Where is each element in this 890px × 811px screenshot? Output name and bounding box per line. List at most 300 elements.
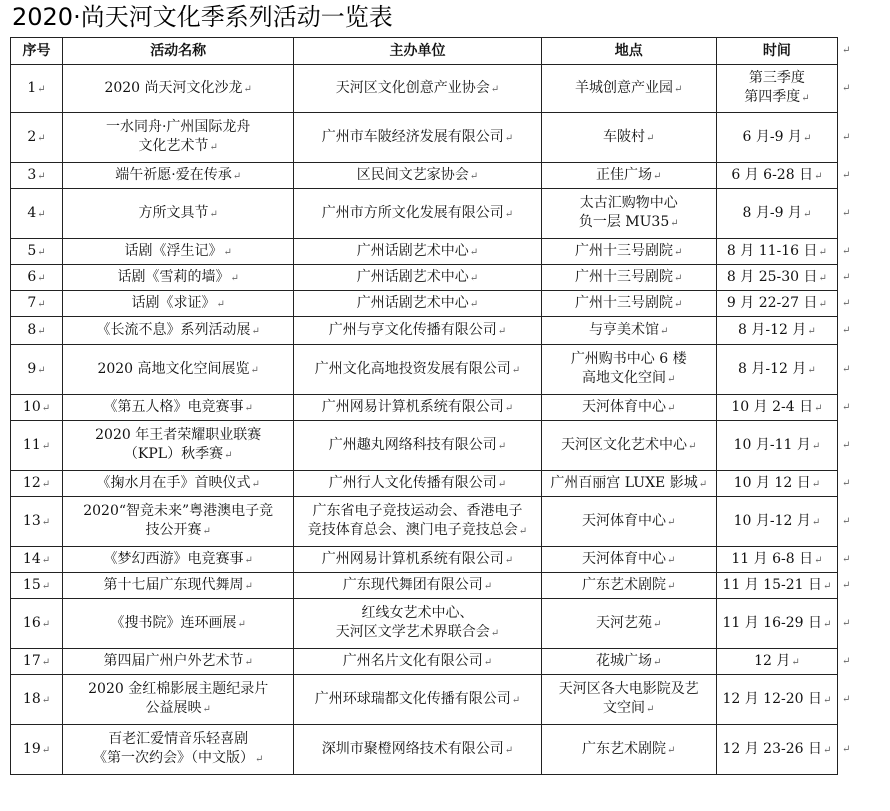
cell-location xyxy=(541,265,716,291)
row-end-mark: ↵ xyxy=(842,743,851,755)
cell-text: 14 xyxy=(22,550,41,567)
cell-text: 11 月 6-8 日 xyxy=(731,550,814,567)
paragraph-mark: ↵ xyxy=(807,325,816,337)
paragraph-mark: ↵ xyxy=(469,298,479,310)
row-end-mark: ↵ xyxy=(842,363,851,375)
cell-index xyxy=(11,345,63,395)
paragraph-mark: ↵ xyxy=(469,246,479,258)
paragraph-mark: ↵ xyxy=(37,208,46,220)
cell-text: 2020 尚天河文化沙龙 xyxy=(104,79,243,96)
cell-text: 6 月-9 月 xyxy=(742,128,802,145)
cell-text: 2020“智竞未来”粤港澳电子竞 技公开赛 xyxy=(83,503,274,538)
paragraph-mark: ↵ xyxy=(483,656,493,668)
cell-activity-name xyxy=(63,113,294,163)
row-end-mark: ↵ xyxy=(842,617,851,629)
paragraph-mark: ↵ xyxy=(497,478,507,490)
paragraph-mark: ↵ xyxy=(255,754,264,765)
cell-organizer xyxy=(294,675,541,725)
row-end-mark: ↵ xyxy=(842,324,851,336)
header-index: 序号 xyxy=(11,38,63,65)
cell-text: 8 月 11-16 日 xyxy=(726,242,818,259)
cell-time xyxy=(716,395,837,421)
paragraph-mark: ↵ xyxy=(660,325,669,337)
cell-text: 方所文具节 xyxy=(138,204,209,221)
cell-time xyxy=(716,675,837,725)
cell-location xyxy=(541,547,716,573)
paragraph-mark: ↵ xyxy=(504,208,514,220)
paragraph-mark: ↵ xyxy=(822,580,832,592)
table-row xyxy=(11,345,838,395)
cell-text: 广州百丽宫 LUXE 影城 xyxy=(550,474,698,491)
paragraph-mark: ↵ xyxy=(490,628,500,639)
cell-text: 8 xyxy=(27,321,37,338)
cell-organizer xyxy=(294,265,541,291)
cell-text: 8 月-9 月 xyxy=(742,204,802,221)
cell-time xyxy=(716,497,837,547)
row-end-mark: ↵ xyxy=(842,553,851,565)
cell-text: 2 xyxy=(27,128,37,145)
cell-location xyxy=(541,395,716,421)
paragraph-mark: ↵ xyxy=(37,364,46,376)
row-end-mark: ↵ xyxy=(842,297,851,309)
cell-text: 9 xyxy=(27,360,37,377)
cell-activity-name xyxy=(63,317,294,345)
cell-text: 1 xyxy=(27,79,37,96)
cell-text: 广州话剧艺术中心 xyxy=(356,268,469,285)
paragraph-mark: ↵ xyxy=(811,516,821,528)
paragraph-mark: ↵ xyxy=(504,554,514,566)
paragraph-mark: ↵ xyxy=(518,526,528,537)
cell-organizer xyxy=(294,725,541,775)
cell-time xyxy=(716,113,837,163)
table-row xyxy=(11,573,838,599)
cell-organizer xyxy=(294,599,541,649)
cell-time xyxy=(716,291,837,317)
cell-location xyxy=(541,497,716,547)
paragraph-mark: ↵ xyxy=(674,83,683,95)
cell-index xyxy=(11,317,63,345)
paragraph-mark: ↵ xyxy=(807,364,816,376)
cell-text: 羊城创意产业园 xyxy=(575,79,674,96)
paragraph-mark: ↵ xyxy=(37,325,46,337)
cell-location xyxy=(541,573,716,599)
cell-text: 广东艺术剧院 xyxy=(582,740,667,757)
cell-text: 广州市方所文化发展有限公司 xyxy=(321,204,504,221)
cell-text: 10 月 12 日 xyxy=(733,474,811,491)
paragraph-mark: ↵ xyxy=(818,272,827,284)
paragraph-mark: ↵ xyxy=(251,478,260,490)
cell-organizer xyxy=(294,291,541,317)
cell-text: 广州话剧艺术中心 xyxy=(356,294,469,311)
paragraph-mark: ↵ xyxy=(504,132,514,144)
table-row xyxy=(11,189,838,239)
cell-index xyxy=(11,471,63,497)
cell-location xyxy=(541,189,716,239)
cell-activity-name xyxy=(63,345,294,395)
paragraph-mark: ↵ xyxy=(37,298,46,310)
cell-text: 5 xyxy=(27,242,37,259)
table-row xyxy=(11,265,838,291)
table-row xyxy=(11,239,838,265)
cell-text: 第三季度 第四季度 xyxy=(744,70,805,105)
paragraph-mark: ↵ xyxy=(483,580,493,592)
cell-text: 13 xyxy=(22,512,41,529)
cell-activity-name xyxy=(63,675,294,725)
cell-text: 10 月-11 月 xyxy=(733,436,811,453)
cell-location xyxy=(541,649,716,675)
header-location: 地点 xyxy=(541,38,716,65)
cell-text: 4 xyxy=(27,204,37,221)
cell-activity-name xyxy=(63,599,294,649)
cell-activity-name xyxy=(63,239,294,265)
paragraph-mark: ↵ xyxy=(243,83,252,95)
cell-text: 广东现代舞团有限公司 xyxy=(342,576,483,593)
cell-text: 10 xyxy=(22,398,41,415)
cell-text: 7 xyxy=(27,294,37,311)
paragraph-mark: ↵ xyxy=(37,132,46,144)
cell-text: 17 xyxy=(22,652,41,669)
paragraph-mark: ↵ xyxy=(41,618,51,630)
paragraph-mark: ↵ xyxy=(37,83,46,95)
cell-text: 2020 高地文化空间展览 xyxy=(97,360,250,377)
cell-index xyxy=(11,239,63,265)
paragraph-mark: ↵ xyxy=(41,744,51,756)
cell-organizer xyxy=(294,497,541,547)
cell-index xyxy=(11,163,63,189)
cell-location xyxy=(541,675,716,725)
paragraph-mark: ↵ xyxy=(791,656,800,668)
cell-text: 话剧《雪莉的墙》 xyxy=(117,268,230,285)
cell-text: 《搜书院》连环画展 xyxy=(110,614,237,631)
row-end-mark: ↵ xyxy=(842,169,851,181)
row-end-mark: ↵ xyxy=(842,693,851,705)
paragraph-mark: ↵ xyxy=(802,132,812,144)
row-end-mark: ↵ xyxy=(842,245,851,257)
row-end-mark: ↵ xyxy=(842,515,851,527)
cell-text: 端午祈愿·爱在传承 xyxy=(115,166,232,183)
cell-text: 天河区文化创意产业协会 xyxy=(335,79,490,96)
row-end-mark: ↵ xyxy=(842,579,851,591)
paragraph-mark: ↵ xyxy=(814,402,823,414)
cell-text: 6 xyxy=(27,268,37,285)
paragraph-mark: ↵ xyxy=(41,440,51,452)
paragraph-mark: ↵ xyxy=(37,170,46,182)
cell-text: 正佳广场 xyxy=(596,166,653,183)
cell-activity-name xyxy=(63,573,294,599)
cell-index xyxy=(11,65,63,113)
table-row xyxy=(11,65,838,113)
cell-location xyxy=(541,471,716,497)
cell-text: 第十七届广东现代舞周 xyxy=(103,576,244,593)
cell-text: 广州十三号剧院 xyxy=(575,294,674,311)
cell-text: 广州网易计算机系统有限公司 xyxy=(321,398,504,415)
row-end-mark: ↵ xyxy=(842,655,851,667)
paragraph-mark: ↵ xyxy=(41,656,51,668)
cell-text: 8 月 25-30 日 xyxy=(726,268,818,285)
cell-organizer xyxy=(294,189,541,239)
cell-text: 广州话剧艺术中心 xyxy=(356,242,469,259)
cell-text: 《长流不息》系列活动展 xyxy=(96,321,251,338)
paragraph-mark: ↵ xyxy=(216,298,225,310)
paragraph-mark: ↵ xyxy=(674,272,683,284)
paragraph-mark: ↵ xyxy=(822,744,832,756)
cell-index xyxy=(11,265,63,291)
cell-activity-name xyxy=(63,421,294,471)
cell-text: 广州与亨文化传播有限公司 xyxy=(328,321,497,338)
cell-activity-name xyxy=(63,395,294,421)
paragraph-mark: ↵ xyxy=(504,744,514,756)
table-row xyxy=(11,291,838,317)
document-title: 2020·尚天河文化季系列活动一览表 xyxy=(12,3,393,31)
cell-text: 百老汇爱情音乐轻喜剧 《第一次约会》（中文版） xyxy=(93,731,254,766)
cell-text: 广州十三号剧院 xyxy=(575,242,674,259)
cell-text: 2020 金红棉影展主题纪录片 公益展映 xyxy=(88,681,269,716)
paragraph-mark: ↵ xyxy=(674,298,683,310)
cell-text: 一水同舟·广州国际龙舟 文化艺术节 xyxy=(105,119,251,154)
row-end-mark: ↵ xyxy=(842,477,851,489)
paragraph-mark: ↵ xyxy=(511,694,521,706)
cell-text: 广州十三号剧院 xyxy=(575,268,674,285)
cell-organizer xyxy=(294,649,541,675)
cell-index xyxy=(11,649,63,675)
cell-activity-name xyxy=(63,547,294,573)
table-row xyxy=(11,395,838,421)
cell-activity-name xyxy=(63,497,294,547)
cell-text: 天河区各大电影院及艺 文空间 xyxy=(558,681,699,716)
cell-time xyxy=(716,163,837,189)
cell-text: 12 xyxy=(22,474,41,491)
cell-time xyxy=(716,471,837,497)
cell-text: 10 月-12 月 xyxy=(733,512,811,529)
table-row xyxy=(11,547,838,573)
cell-location xyxy=(541,317,716,345)
cell-text: 第四届广州户外艺术节 xyxy=(103,652,244,669)
paragraph-mark: ↵ xyxy=(822,618,832,630)
header-time: 时间 xyxy=(716,38,837,65)
cell-text: 12 月 23-26 日 xyxy=(722,740,822,757)
cell-text: 与亨美术馆 xyxy=(589,321,660,338)
cell-activity-name xyxy=(63,471,294,497)
cell-time xyxy=(716,547,837,573)
row-end-mark: ↵ xyxy=(842,45,851,56)
paragraph-mark: ↵ xyxy=(818,246,827,258)
cell-organizer xyxy=(294,113,541,163)
activity-table xyxy=(10,37,838,775)
cell-text: 广东省电子竞技运动会、香港电子 竞技体育总会、澳门电子竞技总会 xyxy=(307,503,523,538)
paragraph-mark: ↵ xyxy=(244,580,253,592)
paragraph-mark: ↵ xyxy=(223,246,232,258)
table-row xyxy=(11,725,838,775)
cell-time xyxy=(716,725,837,775)
paragraph-mark: ↵ xyxy=(244,402,253,414)
cell-time xyxy=(716,421,837,471)
cell-organizer xyxy=(294,471,541,497)
cell-text: 2020 年王者荣耀职业联赛 （KPL）秋季赛 xyxy=(95,427,262,462)
cell-text: 天河体育中心 xyxy=(582,398,667,415)
cell-time xyxy=(716,345,837,395)
paragraph-mark: ↵ xyxy=(667,374,676,385)
cell-organizer xyxy=(294,317,541,345)
paragraph-mark: ↵ xyxy=(667,580,676,592)
cell-location xyxy=(541,421,716,471)
cell-time xyxy=(716,189,837,239)
cell-text: 天河体育中心 xyxy=(582,550,667,567)
paragraph-mark: ↵ xyxy=(490,83,500,95)
cell-time xyxy=(716,317,837,345)
row-end-mark: ↵ xyxy=(842,271,851,283)
paragraph-mark: ↵ xyxy=(41,554,51,566)
paragraph-mark: ↵ xyxy=(667,402,676,414)
paragraph-mark: ↵ xyxy=(232,170,242,182)
paragraph-mark: ↵ xyxy=(37,246,46,258)
row-end-mark: ↵ xyxy=(842,401,851,413)
table-row xyxy=(11,599,838,649)
cell-index xyxy=(11,189,63,239)
cell-text: 区民间文艺家协会 xyxy=(356,166,469,183)
paragraph-mark: ↵ xyxy=(653,618,662,630)
cell-time xyxy=(716,265,837,291)
cell-text: 广州名片文化有限公司 xyxy=(342,652,483,669)
table-row xyxy=(11,471,838,497)
cell-index xyxy=(11,395,63,421)
paragraph-mark: ↵ xyxy=(688,440,697,452)
cell-organizer xyxy=(294,421,541,471)
cell-index xyxy=(11,421,63,471)
paragraph-mark: ↵ xyxy=(41,694,51,706)
cell-text: 15 xyxy=(22,576,41,593)
cell-index xyxy=(11,113,63,163)
table-row xyxy=(11,649,838,675)
paragraph-mark: ↵ xyxy=(667,554,676,566)
cell-time xyxy=(716,239,837,265)
paragraph-mark: ↵ xyxy=(802,208,812,220)
cell-text: 12 月 xyxy=(754,652,791,669)
cell-text: 6 月 6-28 日 xyxy=(731,166,814,183)
row-end-mark: ↵ xyxy=(842,82,851,94)
cell-location xyxy=(541,239,716,265)
cell-text: 9 月 22-27 日 xyxy=(726,294,818,311)
cell-text: 天河艺苑 xyxy=(596,614,653,631)
paragraph-mark: ↵ xyxy=(202,704,211,715)
paragraph-mark: ↵ xyxy=(698,478,708,490)
paragraph-mark: ↵ xyxy=(811,478,821,490)
paragraph-mark: ↵ xyxy=(37,272,46,284)
paragraph-mark: ↵ xyxy=(209,142,218,153)
cell-text: 广州市车陂经济发展有限公司 xyxy=(321,128,504,145)
cell-index xyxy=(11,675,63,725)
cell-text: 广州网易计算机系统有限公司 xyxy=(321,550,504,567)
cell-text: 车陂村 xyxy=(603,128,646,145)
paragraph-mark: ↵ xyxy=(646,132,655,144)
table-row xyxy=(11,497,838,547)
paragraph-mark: ↵ xyxy=(224,450,233,461)
cell-organizer xyxy=(294,239,541,265)
cell-text: 广州行人文化传播有限公司 xyxy=(328,474,497,491)
table-row xyxy=(11,113,838,163)
cell-index xyxy=(11,291,63,317)
cell-organizer xyxy=(294,547,541,573)
paragraph-mark: ↵ xyxy=(469,272,479,284)
cell-activity-name xyxy=(63,725,294,775)
paragraph-mark: ↵ xyxy=(250,364,259,376)
cell-text: 10 月 2-4 日 xyxy=(731,398,814,415)
paragraph-mark: ↵ xyxy=(41,580,51,592)
paragraph-mark: ↵ xyxy=(251,325,260,337)
paragraph-mark: ↵ xyxy=(822,694,832,706)
cell-text: 深圳市聚橙网络技术有限公司 xyxy=(321,740,504,757)
cell-organizer xyxy=(294,395,541,421)
paragraph-mark: ↵ xyxy=(801,93,810,104)
cell-index xyxy=(11,573,63,599)
paragraph-mark: ↵ xyxy=(209,208,218,220)
cell-index xyxy=(11,599,63,649)
cell-time xyxy=(716,599,837,649)
cell-text: 11 月 15-21 日 xyxy=(722,576,822,593)
cell-location xyxy=(541,725,716,775)
paragraph-mark: ↵ xyxy=(814,170,823,182)
cell-location xyxy=(541,163,716,189)
cell-location xyxy=(541,599,716,649)
cell-text: 天河体育中心 xyxy=(582,512,667,529)
cell-activity-name xyxy=(63,265,294,291)
cell-text: 广州文化高地投资发展有限公司 xyxy=(314,360,511,377)
cell-location xyxy=(541,291,716,317)
cell-text: 广州趣丸网络科技有限公司 xyxy=(328,436,497,453)
paragraph-mark: ↵ xyxy=(653,656,662,668)
paragraph-mark: ↵ xyxy=(667,516,676,528)
cell-location xyxy=(541,113,716,163)
cell-location xyxy=(541,345,716,395)
paragraph-mark: ↵ xyxy=(497,325,507,337)
paragraph-mark: ↵ xyxy=(818,298,827,310)
cell-organizer xyxy=(294,163,541,189)
paragraph-mark: ↵ xyxy=(41,478,51,490)
cell-time xyxy=(716,649,837,675)
cell-text: 话剧《浮生记》 xyxy=(124,242,223,259)
cell-text: 广东艺术剧院 xyxy=(582,576,667,593)
cell-organizer xyxy=(294,345,541,395)
cell-text: 广州购书中心 6 楼 高地文化空间 xyxy=(570,351,687,386)
paragraph-mark: ↵ xyxy=(41,516,51,528)
paragraph-mark: ↵ xyxy=(511,364,521,376)
paragraph-mark: ↵ xyxy=(670,218,679,229)
paragraph-mark: ↵ xyxy=(653,170,662,182)
cell-activity-name xyxy=(63,291,294,317)
cell-text: 11 xyxy=(22,436,41,453)
cell-text: 红线女艺术中心、 天河区文学艺术界联合会 xyxy=(335,605,490,640)
paragraph-mark: ↵ xyxy=(230,272,239,284)
row-end-mark: ↵ xyxy=(842,439,851,451)
cell-location xyxy=(541,65,716,113)
paragraph-mark: ↵ xyxy=(202,526,211,537)
header-organizer: 主办单位 xyxy=(294,38,541,65)
header-activity-name: 活动名称 xyxy=(63,38,294,65)
paragraph-mark: ↵ xyxy=(41,402,51,414)
cell-text: 3 xyxy=(27,166,37,183)
cell-text: 《掬水月在手》首映仪式 xyxy=(96,474,251,491)
paragraph-mark: ↵ xyxy=(504,402,514,414)
cell-text: 8 月-12 月 xyxy=(738,360,807,377)
cell-activity-name xyxy=(63,649,294,675)
cell-text: 花城广场 xyxy=(596,652,653,669)
cell-text: 8 月-12 月 xyxy=(738,321,807,338)
table-header-row xyxy=(11,38,838,65)
paragraph-mark: ↵ xyxy=(667,744,676,756)
cell-text: 天河区文化艺术中心 xyxy=(561,436,688,453)
paragraph-mark: ↵ xyxy=(497,440,507,452)
cell-index xyxy=(11,725,63,775)
cell-text: 《第五人格》电竞赛事 xyxy=(103,398,244,415)
